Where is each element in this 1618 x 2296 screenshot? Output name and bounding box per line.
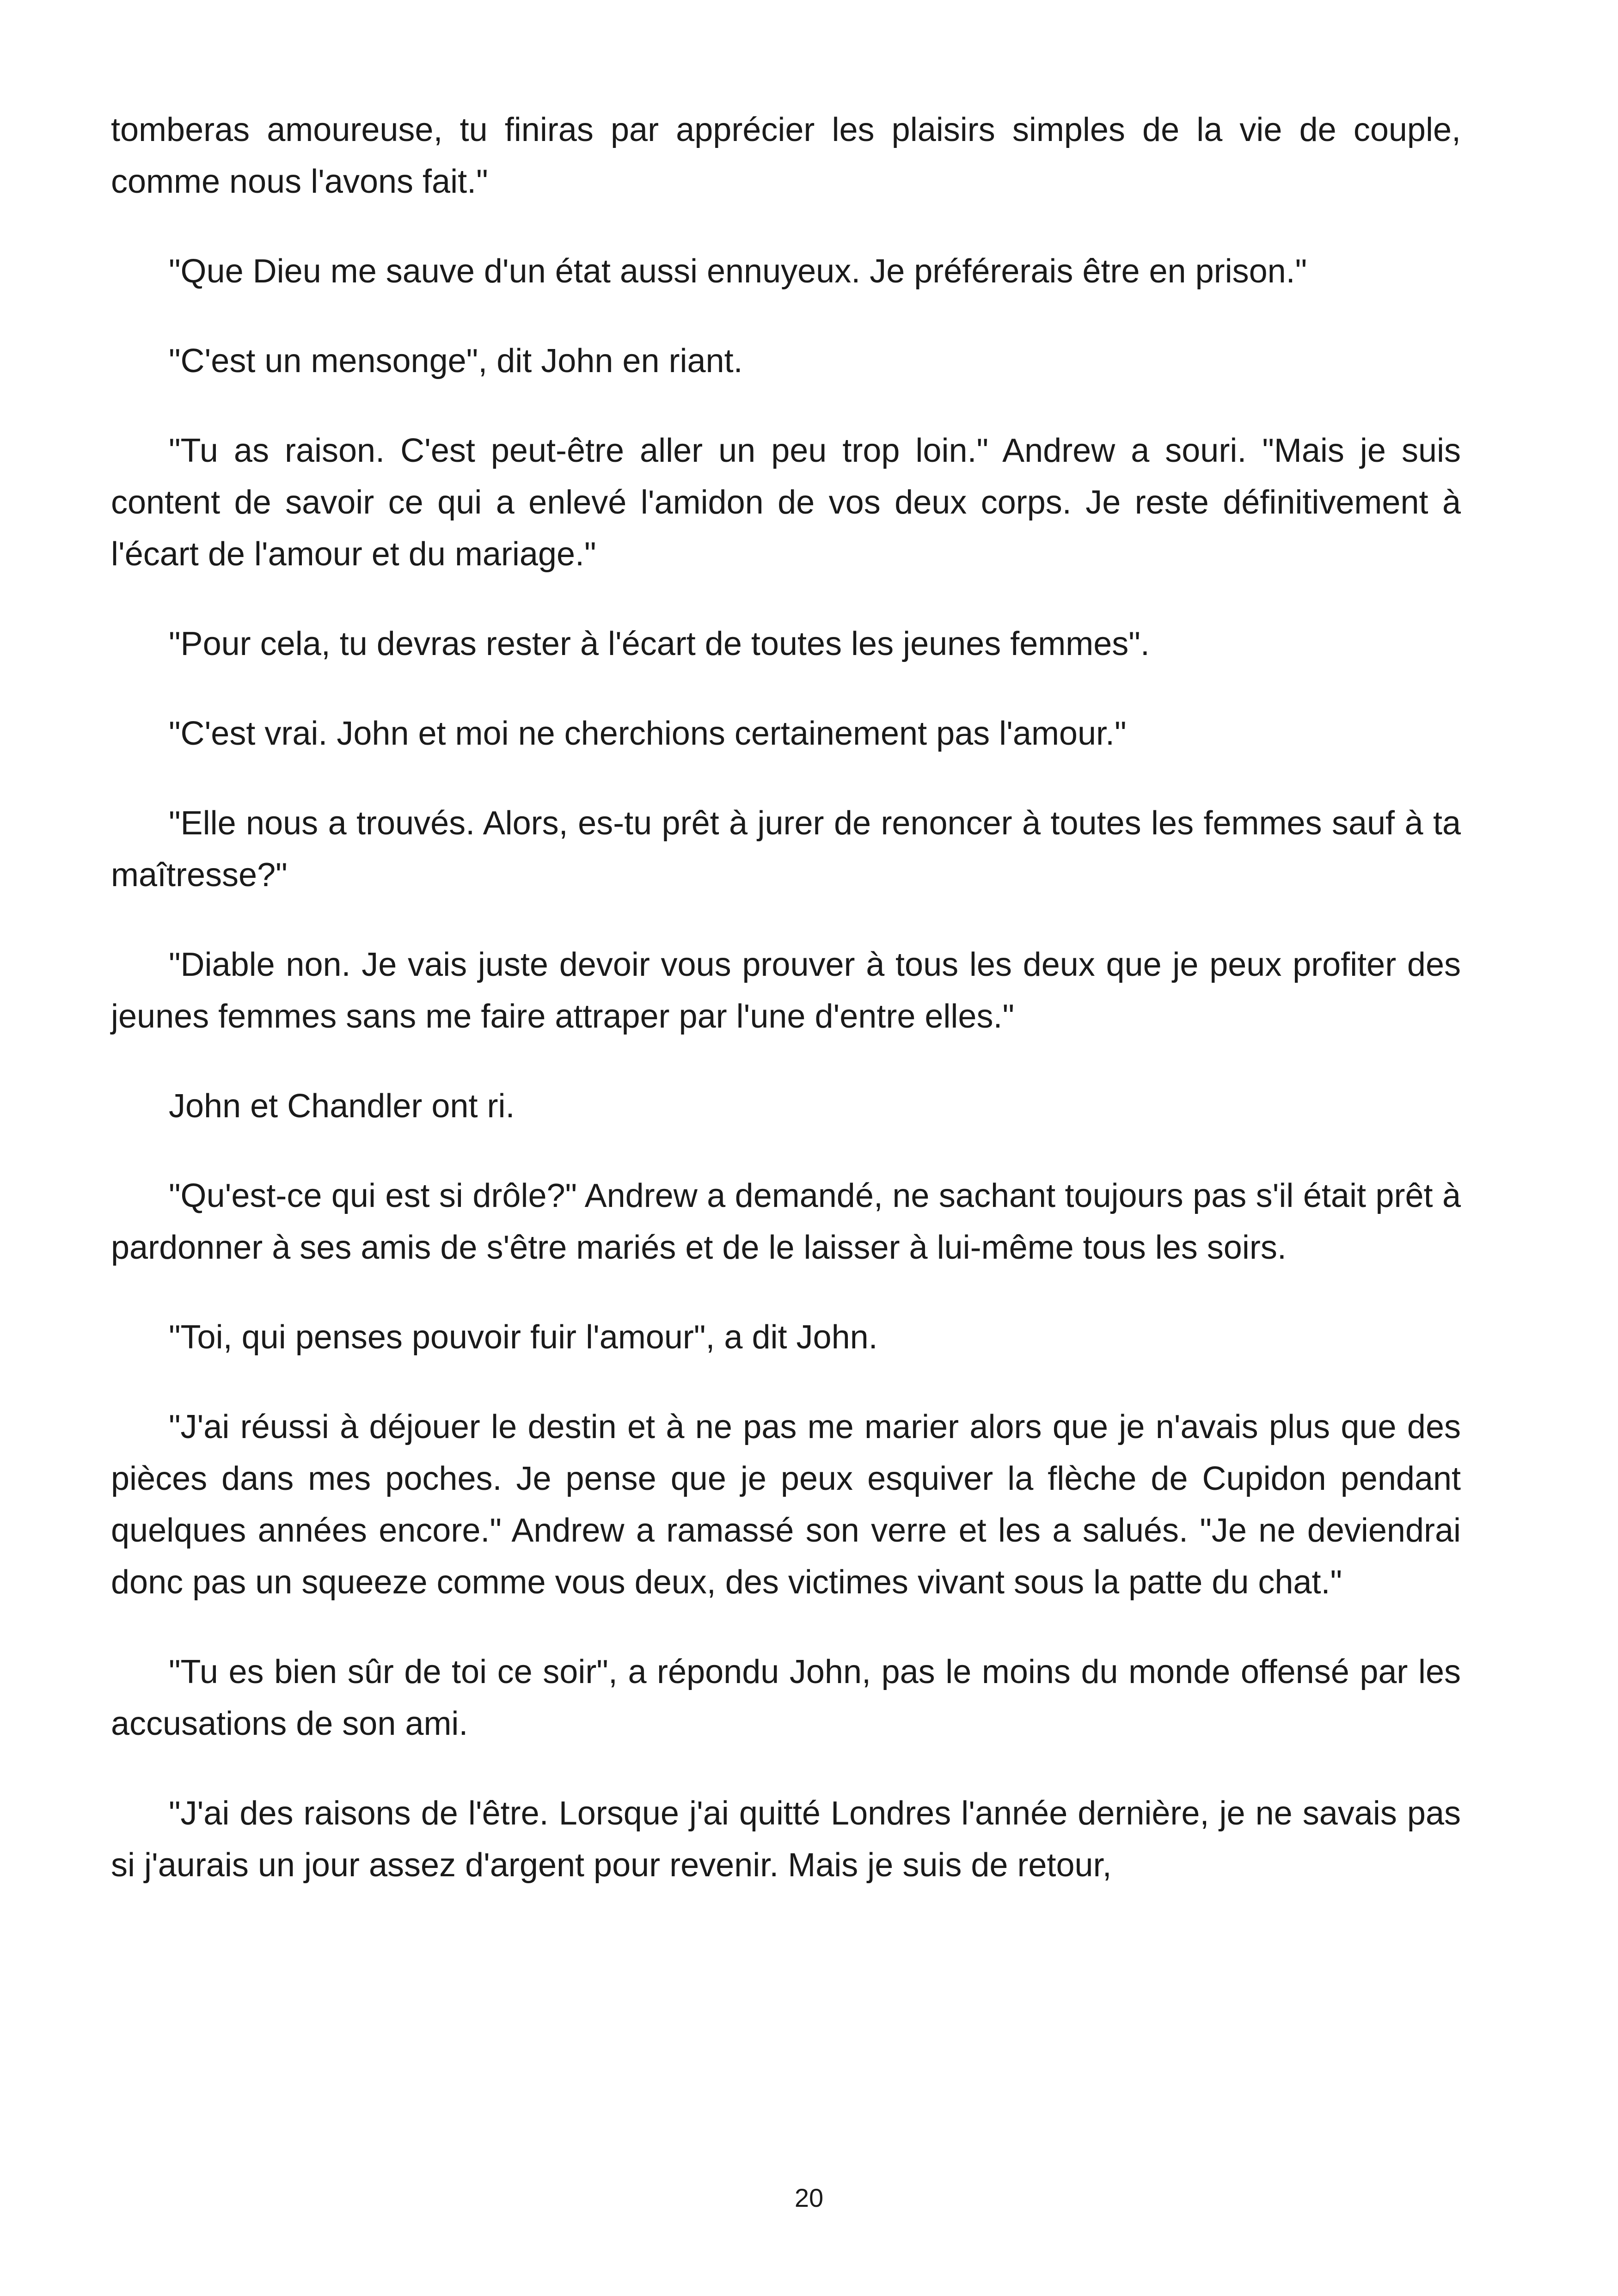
paragraph-14: "J'ai des raisons de l'être. Lorsque j'ai quitté Londres l'année dernière, je ne savais pas si j'aurais un jour assez d'argent pour revenir. Mais je suis de retour, — [111, 1795, 1461, 1884]
body-text — [111, 104, 1461, 1891]
paragraph-10: "Qu'est-ce qui est si drôle?" Andrew a demandé, ne sachant toujours pas s'il était prêt à pardonner à ses amis de s'être mariés et de le laisser à lui-même tous les soirs. — [111, 1177, 1461, 1266]
paragraph-3: "C'est un mensonge", dit John en riant. — [169, 343, 743, 380]
paragraph-7: "Elle nous a trouvés. Alors, es-tu prêt à jurer de renoncer à toutes les femmes sauf à ta maîtresse?" — [111, 805, 1461, 894]
paragraph-8: "Diable non. Je vais juste devoir vous prouver à tous les deux que je peux profiter des jeunes femmes sans me faire attraper par l'une d'entre elles." — [111, 946, 1461, 1035]
paragraph-5: "Pour cela, tu devras rester à l'écart de toutes les jeunes femmes". — [169, 625, 1150, 662]
paragraph-2: "Que Dieu me sauve d'un état aussi ennuyeux. Je préférerais être en prison." — [169, 253, 1307, 290]
paragraph-4: "Tu as raison. C'est peut-être aller un peu trop loin." Andrew a souri. "Mais je suis content de savoir ce qui a enlevé l'amidon de vos deux corps. Je reste définitivement à l'écart de l'amour et du mariage." — [111, 432, 1461, 573]
paragraph-11: "Toi, qui penses pouvoir fuir l'amour", a dit John. — [169, 1319, 878, 1356]
paragraph-6: "C'est vrai. John et moi ne cherchions certainement pas l'amour." — [169, 715, 1127, 752]
paragraph-1: tomberas amoureuse, tu finiras par apprécier les plaisirs simples de la vie de couple, comme nous l'avons fait." — [111, 111, 1461, 200]
paragraph-13: "Tu es bien sûr de toi ce soir", a répondu John, pas le moins du monde offensé par les accusations de son ami. — [111, 1653, 1461, 1742]
page-number: 20 — [794, 2183, 824, 2212]
paragraph-9: John et Chandler ont ri. — [169, 1088, 515, 1125]
paragraph-12: "J'ai réussi à déjouer le destin et à ne pas me marier alors que je n'avais plus que des pièces dans mes poches. Je pense que je peux esquiver la flèche de Cupidon pendant quelques années encore." Andrew a ramassé son verre et les a salués. "Je ne deviendrai donc pas un squeeze comme vous deux, des victimes vivant sous la patte du chat." — [111, 1408, 1461, 1601]
